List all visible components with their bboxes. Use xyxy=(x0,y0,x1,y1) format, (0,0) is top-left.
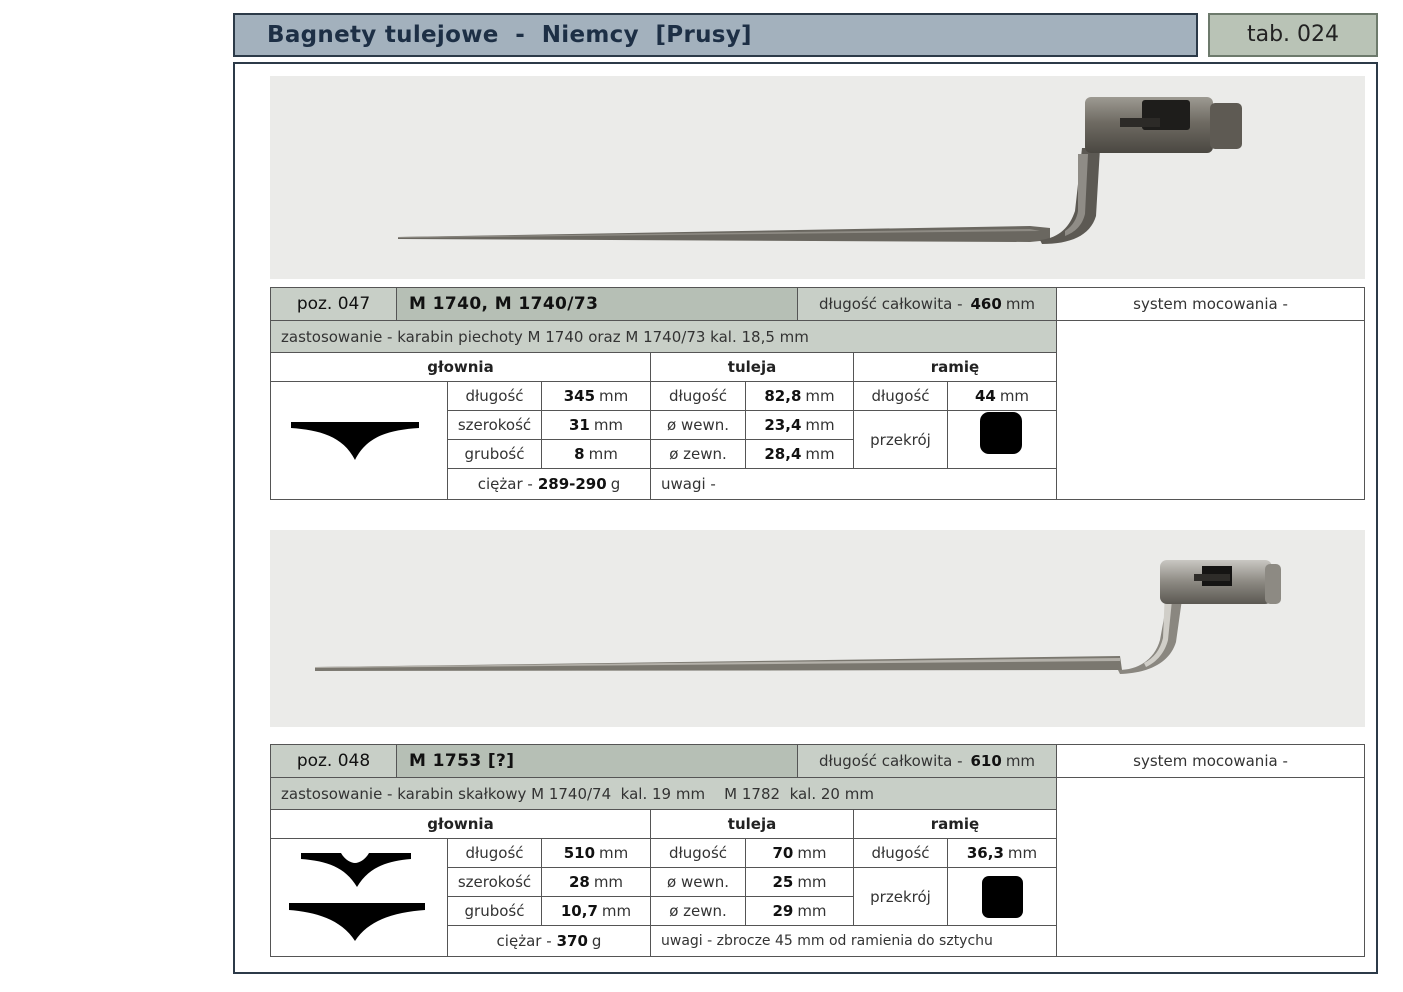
page-title-bar xyxy=(233,13,1198,57)
usage-row: zastosowanie - karabin skałkowy M 1740/74 kal. 19 mm M 1782 kal. 20 mm xyxy=(270,777,1057,810)
page-title: Bagnety tulejowe - Niemcy [Prusy] xyxy=(267,22,752,48)
socket-value: 25 mm xyxy=(745,867,854,897)
arm-length-value: 36,3 mm xyxy=(947,838,1057,868)
socket-value: 28,4 mm xyxy=(745,439,854,469)
socket-label: ø zewn. xyxy=(650,439,746,469)
mounting-system: system mocowania - xyxy=(1056,744,1365,778)
usage-row: zastosowanie - karabin piechoty M 1740 oraz M 1740/73 kal. 18,5 mm xyxy=(270,320,1057,353)
model-name: M 1740, M 1740/73 xyxy=(396,287,798,321)
bayonet-photo-047 xyxy=(270,76,1365,279)
arm-length-label: długość xyxy=(853,838,948,868)
blade-cross-section-icon xyxy=(287,899,432,945)
blade-value: 345 mm xyxy=(541,381,651,411)
blade-cross-section-cell xyxy=(270,381,448,500)
socket-label: ø wewn. xyxy=(650,867,746,897)
arm-length-value: 44 mm xyxy=(947,381,1057,411)
blade-value: 31 mm xyxy=(541,410,651,440)
mounting-system-area xyxy=(1056,320,1365,500)
socket-value: 23,4 mm xyxy=(745,410,854,440)
socket-label: ø wewn. xyxy=(650,410,746,440)
total-length: długość całkowita - 460 mm xyxy=(797,287,1057,321)
blade-value: 8 mm xyxy=(541,439,651,469)
socket-value: 29 mm xyxy=(745,896,854,926)
blade-label: grubość xyxy=(447,439,542,469)
model-name: M 1753 [?] xyxy=(396,744,798,778)
blade-label: długość xyxy=(447,838,542,868)
weight: ciężar - 370 g xyxy=(447,925,651,957)
blade-cross-section-icon xyxy=(289,416,429,466)
socket-label: ø zewn. xyxy=(650,896,746,926)
socket-label: długość xyxy=(650,838,746,868)
arm-header: ramię xyxy=(853,809,1057,839)
socket-label: długość xyxy=(650,381,746,411)
blade-label: długość xyxy=(447,381,542,411)
blade-cross-section-icon xyxy=(299,851,419,891)
weight: ciężar - 289-290 g xyxy=(447,468,651,500)
notes: uwagi - zbrocze 45 mm od ramienia do sztychu xyxy=(650,925,1057,957)
socket-value: 70 mm xyxy=(745,838,854,868)
arm-length-label: długość xyxy=(853,381,948,411)
blade-value: 10,7 mm xyxy=(541,896,651,926)
blade-label: grubość xyxy=(447,896,542,926)
position-number: poz. 048 xyxy=(270,744,397,778)
mounting-system: system mocowania - xyxy=(1056,287,1365,321)
blade-label: szerokość xyxy=(447,410,542,440)
arm-cross-section-icon xyxy=(980,412,1022,454)
table-number: tab. 024 xyxy=(1208,13,1378,57)
total-length: długość całkowita - 610 mm xyxy=(797,744,1057,778)
position-number: poz. 047 xyxy=(270,287,397,321)
blade-header: głownia xyxy=(270,809,651,839)
blade-cross-section-cell xyxy=(270,838,448,957)
arm-header: ramię xyxy=(853,352,1057,382)
blade-label: szerokość xyxy=(447,867,542,897)
notes: uwagi - xyxy=(650,468,1057,500)
socket-header: tuleja xyxy=(650,352,854,382)
arm-cross-section-icon xyxy=(982,876,1023,918)
blade-header: głownia xyxy=(270,352,651,382)
arm-section-label: przekrój xyxy=(853,410,948,469)
socket-value: 82,8 mm xyxy=(745,381,854,411)
arm-section-label: przekrój xyxy=(853,867,948,926)
blade-value: 28 mm xyxy=(541,867,651,897)
socket-header: tuleja xyxy=(650,809,854,839)
bayonet-photo-048 xyxy=(270,530,1365,727)
blade-value: 510 mm xyxy=(541,838,651,868)
mounting-system-area xyxy=(1056,777,1365,957)
